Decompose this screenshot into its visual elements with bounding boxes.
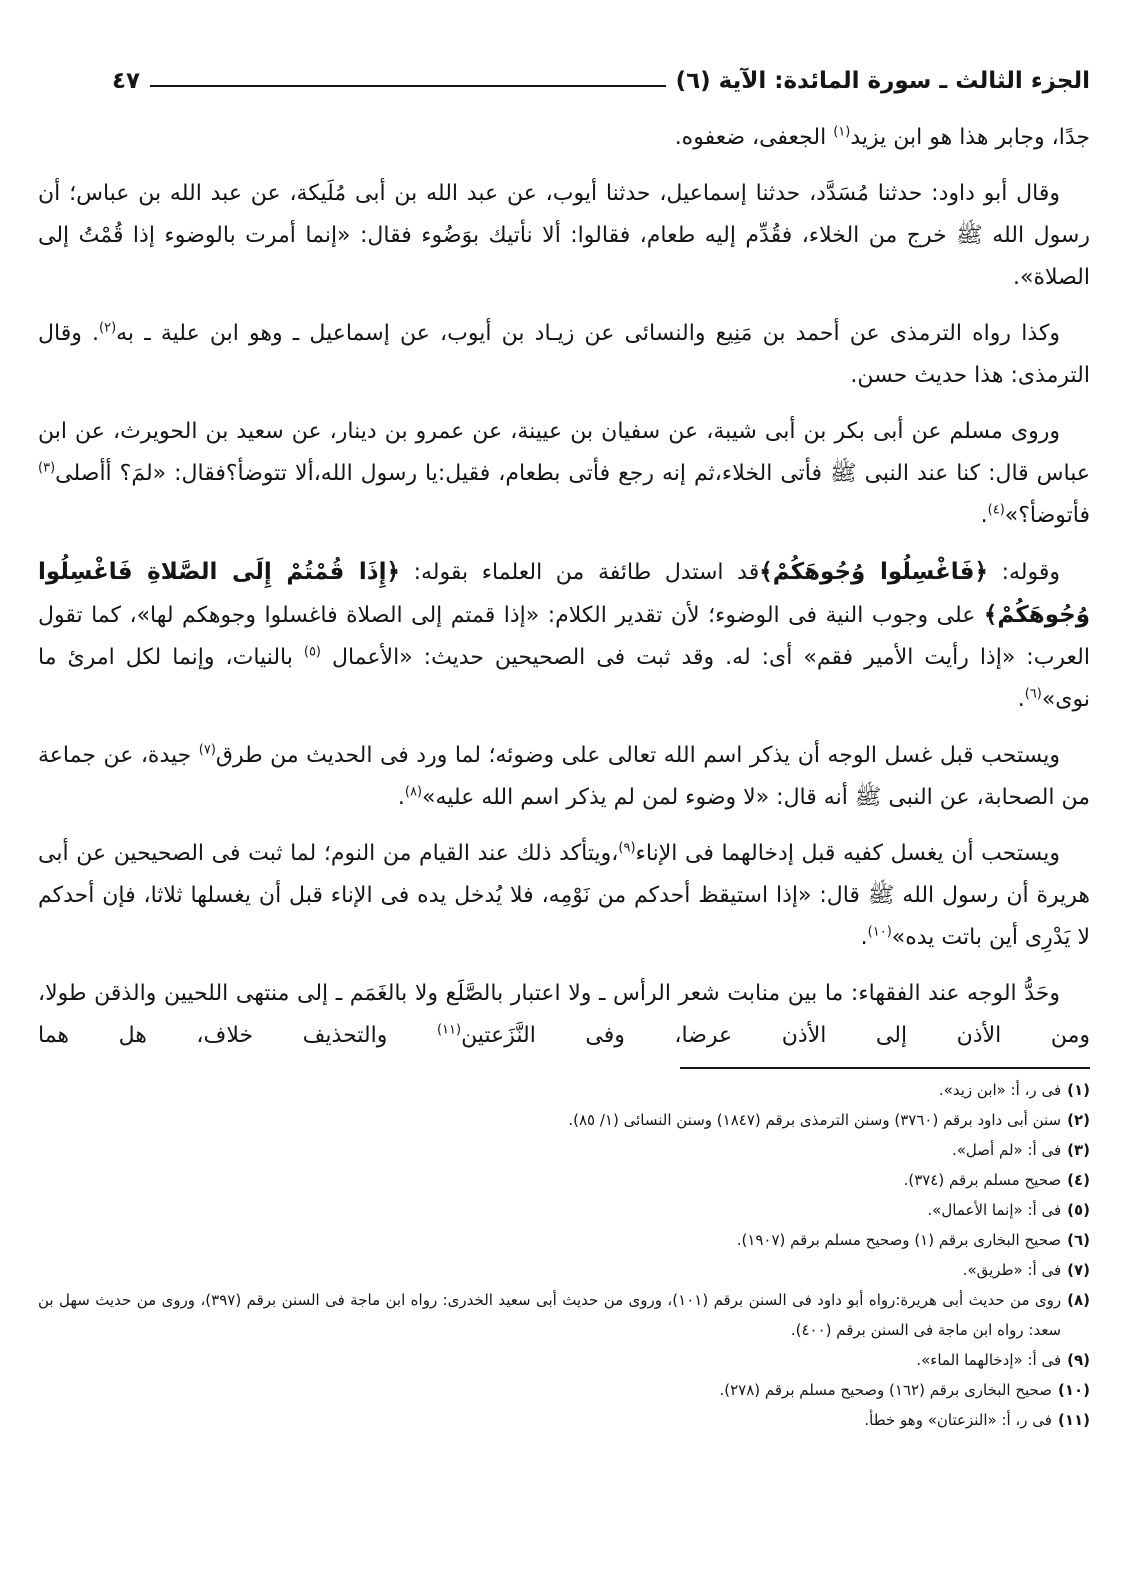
footnote-number: (٥)	[1067, 1201, 1090, 1219]
footnote-text: فى أ: «لم أصل».	[951, 1141, 1062, 1159]
footnote-number: (٣)	[1067, 1141, 1090, 1159]
footnote	[38, 1285, 1090, 1345]
quran-quote: ﴿فَاغْسِلُوا وُجُوهَكُمْ﴾	[759, 559, 988, 585]
paragraph-text: وروى مسلم عن أبى بكر بن أبى شيبة، عن سفيان بن عيينة، عن عمرو بن دينار، عن سعيد بن الحويرث، عن ابن عباس قال: كنا عند النبى ﷺ فأتى الخلاء،ثم إنه رجع فأتى بطعام، فقيل:يا رسول الله،ألا تتوضأ؟فقال: «لمَ؟ أأصلى	[38, 419, 1090, 486]
footnote	[38, 1255, 1090, 1285]
paragraph	[38, 973, 1090, 1057]
paragraph	[38, 551, 1090, 721]
footnote-number: (١)	[1067, 1081, 1090, 1099]
paragraph	[38, 313, 1090, 397]
footnote-ref: (٥)	[303, 644, 321, 660]
footnote-number: (٨)	[1067, 1291, 1090, 1309]
footnote	[38, 1165, 1090, 1195]
paragraph	[38, 117, 1090, 159]
paragraph-text: ،ويتأكد ذلك عند القيام من النوم؛ لما ثبت فى الصحيحين عن أبى هريرة أن رسول الله ﷺ قال: «إذا استيقظ أحدكم من نَوْمِه، فلا يُدخل يده فى الإناء قبل أن يغسلها ثلاثا، فإن أحدكم لا يَدْرِى أين باتت يده»	[38, 841, 1090, 950]
footnote-ref: (١)	[833, 124, 851, 140]
footnote-text: سنن أبى داود برقم (٣٧٦٠) وسنن الترمذى برقم (١٨٤٧) وسنن النسائى (١/ ٨٥).	[568, 1111, 1062, 1129]
footnote	[38, 1375, 1090, 1405]
body-text	[38, 117, 1090, 1057]
footnote-separator	[680, 1067, 1090, 1069]
paragraph-text: على وجوب النية فى الوضوء؛ لأن تقدير الكلام: «إذا قمتم إلى الصلاة فاغسلوا وجوهكم لها»، كما تقول العرب: «إذا رأيت الأمير فقم» أى: له. وقد ثبت فى الصحيحين حديث: «الأعمال	[38, 603, 1090, 670]
paragraph-text: .	[397, 785, 405, 810]
paragraph-text: ويستحب قبل غسل الوجه أن يذكر اسم الله تعالى على وضوئه؛ لما ورد فى الحديث من طرق	[215, 743, 1060, 768]
footnote	[38, 1135, 1090, 1165]
footnote-text: فى ر، أ: «ابن زيد».	[938, 1081, 1062, 1099]
footnote	[38, 1225, 1090, 1255]
footnote	[38, 1195, 1090, 1225]
footnote-number: (٤)	[1067, 1171, 1090, 1189]
footnote-ref: (١١)	[436, 1022, 462, 1038]
footnote-number: (١١)	[1057, 1411, 1090, 1429]
paragraph-text: والتحذيف خلاف، هل هما	[38, 1023, 437, 1048]
footnote-number: (١٠)	[1057, 1381, 1090, 1399]
paragraph-text: الجعفى، ضعفوه.	[674, 125, 834, 150]
paragraph	[38, 173, 1090, 299]
footnote-text: صحيح مسلم برقم (٣٧٤).	[903, 1171, 1062, 1189]
footnote-number: (٦)	[1067, 1231, 1090, 1249]
header-rule	[150, 85, 666, 87]
footnote-text: فى أ: «إنما الأعمال».	[927, 1201, 1062, 1219]
footnote-ref: (٨)	[404, 784, 423, 800]
paragraph-text: .	[980, 503, 988, 528]
paragraph-text: وقوله:	[987, 560, 1060, 585]
footnote-text: روى من حديث أبى هريرة:رواه أبو داود فى السنن برقم (١٠١)، وروى من حديث أبى سعيد الخدرى: رواه ابن ماجة فى السنن برقم (٣٩٧)، وروى من حديث سهل بن سعد: رواه ابن ماجة فى السنن برقم (٤٠٠).	[38, 1291, 1062, 1339]
paragraph-text: وحَدُّ الوجه عند الفقهاء: ما بين منابت شعر الرأس ـ ولا اعتبار بالصَّلَع ولا بالغَمَم ـ إلى منتهى اللحيين والذقن طولا، ومن الأذن إلى الأذن عرضا، وفى النَّزَعتين	[38, 981, 1090, 1048]
paragraph	[38, 411, 1090, 537]
paragraph-text: وقال أبو داود: حدثنا مُسَدَّد، حدثنا إسماعيل، حدثنا أيوب، عن عبد الله بن أبى مُلَيكة، عن عبد الله بن عباس؛ أن رسول الله ﷺ خرج من الخلاء، فقُدِّم إليه طعام، فقالوا: ألا نأتيك بوَضُوء فقال: «إنما أمرت بالوضوء إذا قُمْتُ إلى الصلاة».	[38, 181, 1090, 290]
page-content	[38, 117, 1090, 1568]
footnote	[38, 1105, 1090, 1135]
footnote-text: صحيح البخارى برقم (١٦٢) وصحيح مسلم برقم (٢٧٨).	[719, 1381, 1052, 1399]
footnote-ref: (٦)	[1024, 686, 1042, 702]
footnote-ref: (٩)	[618, 840, 636, 856]
footnote-number: (٩)	[1067, 1351, 1090, 1369]
running-header	[112, 62, 1090, 100]
running-title: الجزء الثالث ـ سورة المائدة: الآية (٦)	[675, 68, 1090, 94]
footnote-ref: (٣)	[38, 460, 56, 476]
page-number: ٤٧	[112, 68, 141, 94]
paragraph	[38, 833, 1090, 959]
footnote-number: (٢)	[1067, 1111, 1090, 1129]
paragraph-text: بالنيات، وإنما لكل امرئ ما نوى»	[38, 645, 1090, 712]
footnotes	[38, 1075, 1090, 1435]
footnote-ref: (٧)	[198, 742, 216, 758]
paragraph-text: قد استدل طائفة من العلماء بقوله:	[399, 560, 760, 585]
footnote-ref: (١٠)	[867, 924, 892, 940]
footnote-number: (٧)	[1067, 1261, 1090, 1279]
paragraph-text: .	[860, 925, 868, 950]
footnote	[38, 1075, 1090, 1105]
paragraph-text: .	[1017, 687, 1025, 712]
paragraph-text: فأتوضأ؟»	[1004, 503, 1090, 528]
footnote-ref: (٢)	[99, 320, 117, 336]
footnote-text: فى أ: «إدخالهما الماء».	[916, 1351, 1062, 1369]
paragraph-text: جدًا، وجابر هذا هو ابن يزيد	[850, 125, 1090, 150]
paragraph-text: وكذا رواه الترمذى عن أحمد بن مَنِيع والنسائى عن زيـاد بن أيوب، عن إسماعيل ـ وهو ابن علية ـ به	[116, 321, 1060, 346]
paragraph	[38, 735, 1090, 819]
footnote-text: فى أ: «طريق».	[962, 1261, 1062, 1279]
quran-quote: ﴿إِذَا قُمْتُمْ إِلَى الصَّلاةِ فَاغْسِلُوا وُجُوهَكُمْ﴾	[38, 559, 1090, 628]
footnote	[38, 1345, 1090, 1375]
paragraph-text: جيدة، عن جماعة من الصحابة، عن النبى ﷺ أنه قال: «لا وضوء لمن لم يذكر اسم الله عليه»	[38, 743, 1090, 810]
paragraph-text: . وقال الترمذى: هذا حديث حسن.	[38, 321, 1090, 388]
footnote	[38, 1405, 1090, 1435]
footnote-text: صحيح البخارى برقم (١) وصحيح مسلم برقم (١٩٠٧).	[736, 1231, 1062, 1249]
footnote-ref: (٤)	[987, 502, 1005, 518]
footnote-text: فى ر، أ: «النزعتان» وهو خطأ.	[864, 1411, 1052, 1429]
paragraph-text: ويستحب أن يغسل كفيه قبل إدخالهما فى الإناء	[635, 841, 1060, 866]
